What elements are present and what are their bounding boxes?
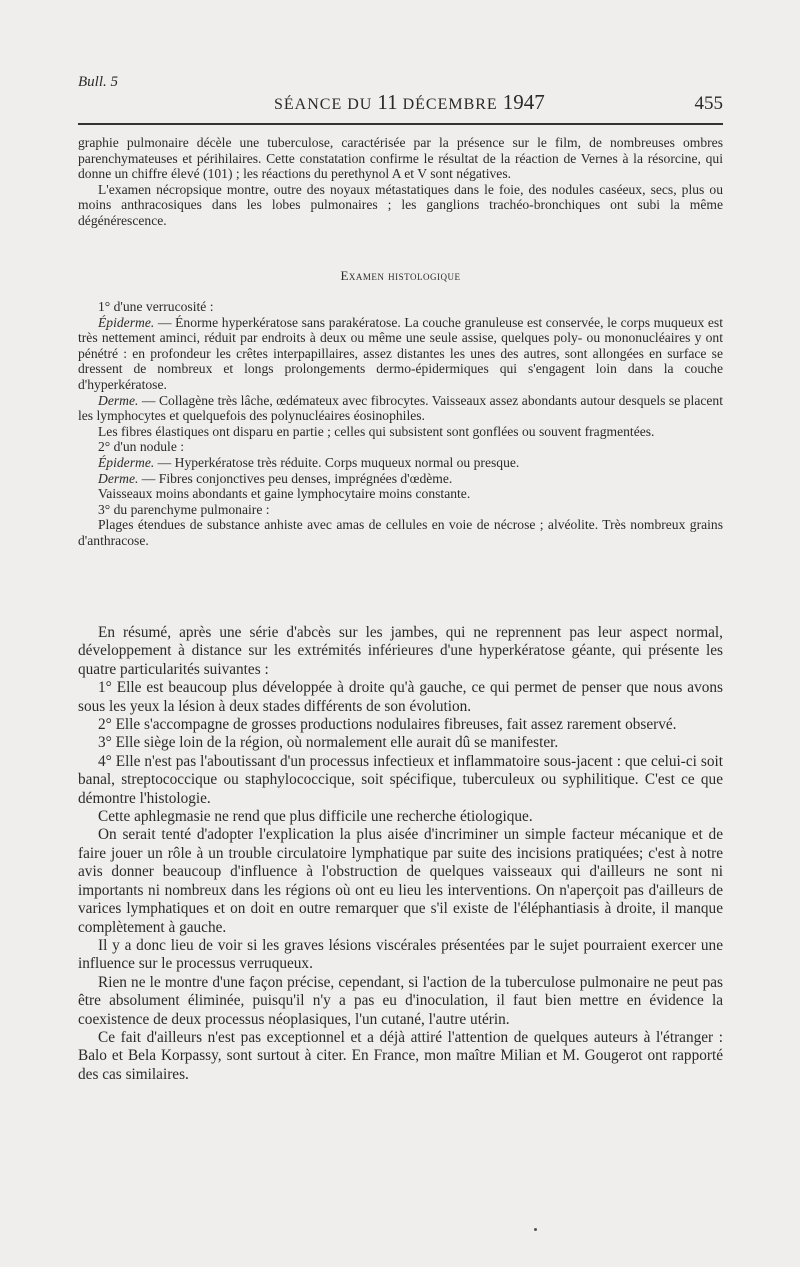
histo-heading: 1° d'une verrucosité : [98, 299, 214, 314]
title-part-month: DÉCEMBRE [402, 96, 498, 113]
histo-label: Épiderme. [98, 454, 155, 470]
header-rule [78, 123, 723, 125]
histo-paragraph [78, 393, 723, 424]
summary-paragraph: Ce fait d'ailleurs n'est pas exceptionnel et a déjà attiré l'attention de quelques auteurs à l'étranger : Balo et Bela Korpassy, sont surtout à citer. En France, mon maître Milian et M. Gougerot ont rapporté des cas similaires. [78, 1028, 723, 1083]
histology-section [78, 299, 723, 549]
histo-paragraph [78, 315, 723, 393]
histo-paragraph [78, 455, 723, 471]
summary-paragraph: 2° Elle s'accompagne de grosses productions nodulaires fibreuses, fait assez rarement observé. [98, 716, 677, 734]
summary-paragraph: En résumé, après une série d'abcès sur les jambes, qui ne reprennent pas leur aspect normal, développement à distance sur les extrémités inférieures d'une hyperkératose géante, qui présente les quatre particularités suivantes : [78, 624, 723, 678]
histo-paragraph [78, 471, 723, 487]
histo-paragraph: Les fibres élastiques ont disparu en partie ; celles qui subsistent sont gonflées ou souvent fragmentées. [98, 423, 655, 439]
histo-paragraph: Plages étendues de substance anhiste avec amas de cellules en voie de nécrose ; alvéolite. Très nombreux grains d'anthracose. [78, 517, 723, 548]
journal-label: Bull. 5 [78, 74, 118, 90]
histo-text: — Collagène très lâche, œdémateux avec fibrocytes. Vaisseaux assez abondants autour desquels se placent les lymphocytes et quelquefois des polynucléaires éosinophiles. [78, 392, 723, 424]
title-year: 1947 [502, 90, 545, 114]
histo-label: Épiderme. [98, 314, 155, 330]
summary-paragraph: 4° Elle n'est pas l'aboutissant d'un processus infectieux et inflammatoire sous-jacent : que celui-ci soit banal, streptococcique ou staphylococcique, soit spécifique, tuberculeux ou syphilitique. C'est ce que démontre l'histologie. [78, 752, 723, 807]
histo-label: Derme. [98, 470, 139, 486]
histo-heading: 2° d'un nodule : [98, 439, 185, 455]
paragraph: L'examen nécropsique montre, outre des noyaux métastatiques dans le foie, des nodules caséeux, secs, plus ou moins anthracosiques dans les lobes pulmonaires ; les ganglions trachéo-bronchiques ont subi la même dégénérescence. [78, 181, 723, 228]
histo-text: — Énorme hyperkératose sans parakératose. La couche granuleuse est conservée, le corps muqueux est très nettement aminci, réduit par endroits à deux ou même une seule assise, quelques poly- ou mononucléaires y ont pénétré : en profondeur les crêtes interpapillaires, assez distantes les unes des autres, sont allongées en surface se dressent de nombreux et longs prolongements dermo-épidermiques qui s'engagent loin dans la couche d'hyperkératose. [78, 314, 723, 392]
histo-text: — Fibres conjonctives peu denses, imprégnées d'œdème. [138, 470, 453, 486]
summary-paragraph: Il y a donc lieu de voir si les graves lésions viscérales présentées par le sujet pourraient exercer une influence sur le processus verruqueux. [78, 936, 723, 973]
summary-section [78, 624, 723, 1084]
summary-paragraph: 1° Elle est beaucoup plus développée à droite qu'à gauche, ce qui permet de penser que nous avons sous les yeux la lésion à deux stades différents de son évolution. [78, 679, 723, 715]
printer-mark [534, 1228, 537, 1231]
title-part-seance: SÉANCE DU [274, 96, 373, 113]
page-number: 455 [694, 93, 723, 114]
paragraph: graphie pulmonaire décèle une tuberculose, caractérisée par la présence sur le film, de nombreuses ombres parenchymateuses et périhilaires. Cette constatation confirme le résultat de la réaction de Vernes à la résorcine, qui donne un chiffre élevé (101) ; les réactions du perethynol A et V sont négatives. [78, 135, 723, 182]
histo-paragraph: Vaisseaux moins abondants et gaine lymphocytaire moins constante. [98, 486, 471, 502]
summary-paragraph: Rien ne le montre d'une façon précise, cependant, si l'action de la tuberculose pulmonaire ne peut pas être absolument éliminée, puisqu'il n'y a pas eu d'inoculation, il faut bien mettre en évidence la coexistence de deux processus néoplasiques, l'un cutané, l'autre utérin. [78, 973, 723, 1028]
summary-paragraph: Cette aphlegmasie ne rend que plus difficile une recherche étiologique. [98, 808, 533, 826]
section-title: Examen histologique [340, 268, 461, 283]
histo-heading: 3° du parenchyme pulmonaire : [98, 501, 270, 517]
running-header [78, 90, 723, 115]
histo-text: — Hyperkératose très réduite. Corps muqueux normal ou presque. [154, 454, 520, 470]
running-title [274, 90, 545, 115]
top-text [78, 135, 723, 229]
summary-paragraph: 3° Elle siège loin de la région, où normalement elle aurait dû se manifester. [98, 734, 559, 752]
histo-label: Derme. [98, 392, 139, 408]
title-day: 11 [377, 90, 398, 114]
summary-paragraph: On serait tenté d'adopter l'explication la plus aisée d'incriminer un simple facteur mécanique et de faire jouer un rôle à un trouble circulatoire lymphatique par suite des incisions pratiquées; c'est à notre avis donner beaucoup d'influence à l'obstruction de quelques vaisseaux qui d'ailleurs ne sont ni importants ni nombreux dans les régions où ont eu lieu les interventions. On n'aperçoit pas d'ailleurs de varices lymphatiques et on doit en outre remarquer que s'il existe de l'éléphantiasis à droite, il manque complètement à gauche. [78, 826, 723, 936]
